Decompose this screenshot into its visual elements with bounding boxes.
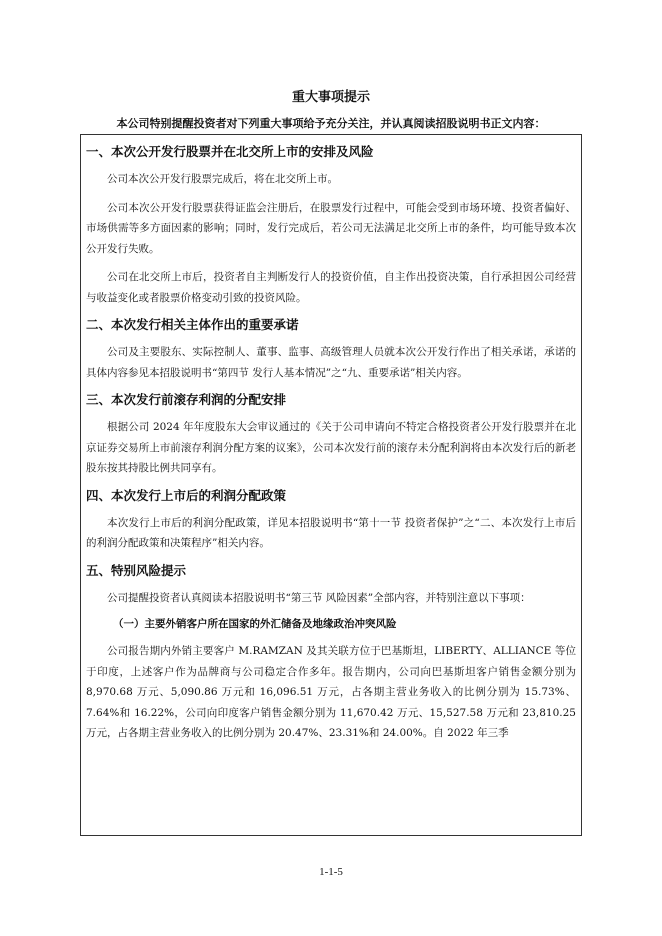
paragraph: 公司本次公开发行股票完成后，将在北交所上市。 (107, 173, 338, 185)
section-heading: 三、本次发行前滚存利润的分配安排 (86, 392, 287, 407)
section-heading: 二、本次发行相关主体作出的重要承诺 (86, 317, 299, 332)
section-1 (86, 143, 576, 308)
paragraph: 本次发行上市后的利润分配政策，详见本招股说明书“第十一节 投资者保护”之“二、本次发行上市后的利润分配政策和决策程序”相关内容。 (86, 516, 576, 549)
section-heading: 五、特别风险提示 (86, 562, 187, 578)
page-subtitle: 本公司特别提醒投资者对下列重大事项给予充分关注，并认真阅读招股说明书正文内容： (116, 117, 546, 130)
paragraph: 公司本次公开发行股票获得证监会注册后，在股票发行过程中，可能会受到市场环境、投资者偏好、市场供需等多方面因素的影响；同时，发行完成后，若公司无法满足北交所上市的条件，均可能导致本次公开发行失败。 (86, 201, 576, 255)
section-4 (86, 487, 576, 554)
section-heading: 一、本次公开发行股票并在北交所上市的安排及风险 (86, 144, 374, 159)
section-2 (86, 316, 576, 383)
paragraph: 公司提醒投资者认真阅读本招股说明书“第三节 风险因素”全部内容，并特别注意以下事项： (107, 591, 531, 604)
section-3 (86, 391, 576, 479)
paragraph: 公司在北交所上市后，投资者自主判断发行人的投资价值，自主作出投资决策，自行承担因公司经营与收益变化或者股票价格变动引致的投资风险。 (86, 271, 576, 304)
notice-box (80, 134, 582, 836)
section-5 (86, 562, 576, 744)
subsection-heading: （一）主要外销客户所在国家的外汇储备及地缘政治冲突风险 (113, 618, 397, 630)
page-number: 1-1-5 (319, 866, 343, 878)
section-heading: 四、本次发行上市后的利润分配政策 (86, 487, 287, 503)
page-title: 重大事项提示 (291, 90, 370, 105)
paragraph: 根据公司 2024 年年度股东大会审议通过的《关于公司申请向不特定合格投资者公开发行股票并在北京证券交易所上市前滚存利润分配方案的议案》，公司本次发行前的滚存未分配利润将由本次发行后的新老股东按其持股比例共同享有。 (86, 421, 576, 474)
paragraph: 公司报告期内外销主要客户 M.RAMZAN 及其关联方位于巴基斯坦，LIBERTY、ALLIANCE 等位于印度，上述客户作为品牌商与公司稳定合作多年。报告期内，公司向巴基斯坦客户销售金额分别为 8,970.68 万元、5,090.86 万元和 16,096.51 万元，占各期主营业务收入的比例分别为 15.73%、7.64%和 16.22%，公司向印度客户销售金额分别为 11,670.42 万元、15,527.58 万元和 23,810.25 万元，占各期主营业务收入的比例分别为 20.47%、23.31%和 24.00%。自 2022 年三季 (86, 645, 576, 739)
paragraph: 公司及主要股东、实际控制人、董事、监事、高级管理人员就本次公开发行作出了相关承诺，承诺的具体内容参见本招股说明书“第四节 发行人基本情况”之“九、重要承诺”相关内容。 (86, 346, 576, 379)
